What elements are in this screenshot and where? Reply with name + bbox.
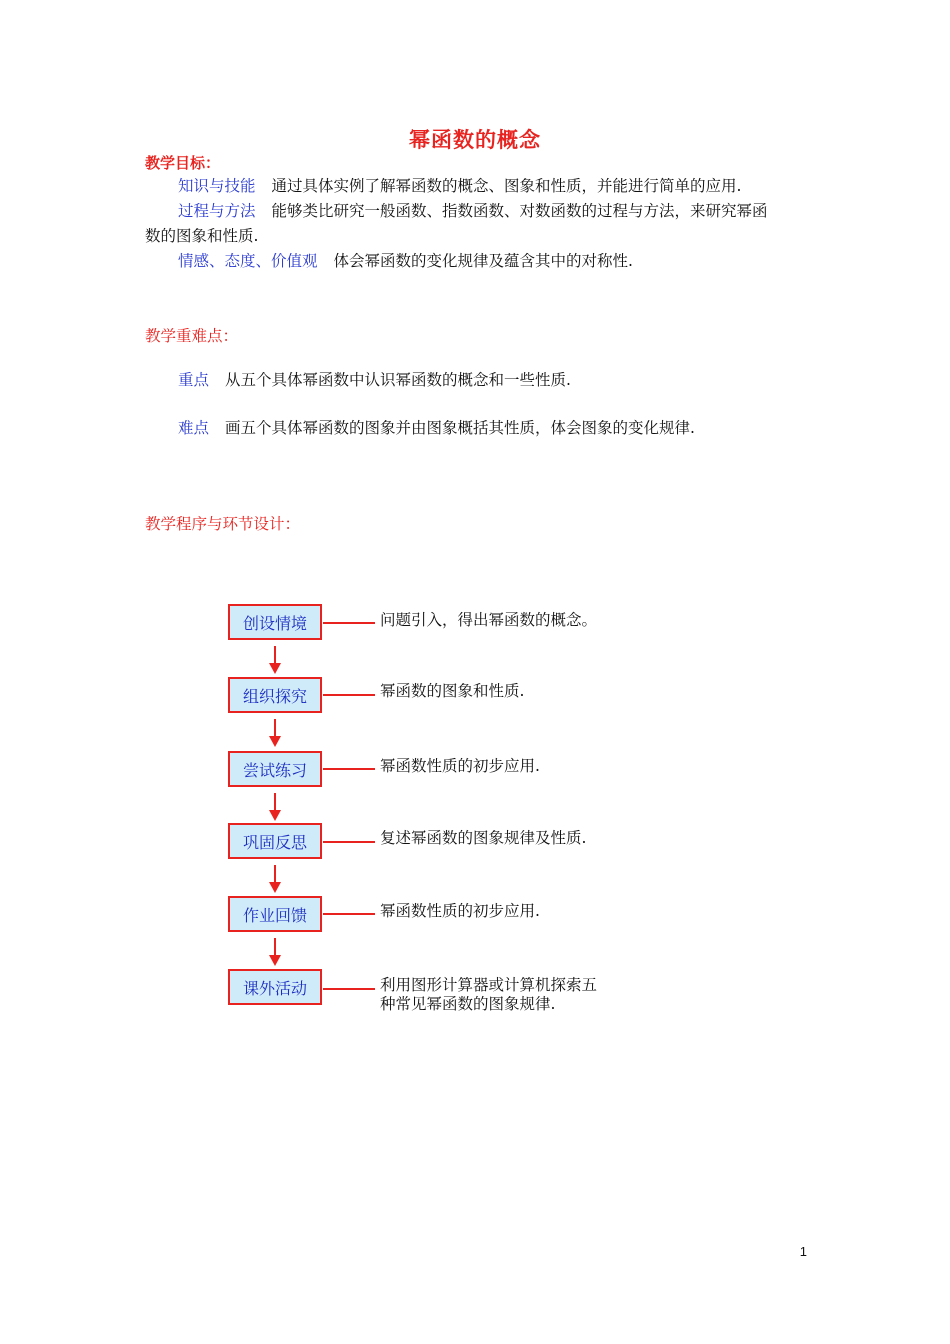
flow-connector <box>323 913 375 915</box>
goal-text: 体会幂函数的变化规律及蕴含其中的对称性. <box>333 252 633 270</box>
key-label: 重点 <box>178 371 210 389</box>
key-text: 从五个具体幂函数中认识幂函数的概念和一些性质. <box>225 371 571 389</box>
goal-attitude <box>178 250 633 272</box>
arrow-down-icon <box>269 810 281 821</box>
flow-arrow-line <box>274 646 276 663</box>
flow-step-box: 组织探究 <box>228 677 322 713</box>
flow-step-box: 创设情境 <box>228 604 322 640</box>
goal-process-continued: 数的图象和性质. <box>145 227 259 245</box>
key-points-heading: 教学重难点： <box>145 327 239 345</box>
procedure-heading: 教学程序与环节设计： <box>145 515 301 533</box>
goals-heading: 教学目标： <box>145 154 221 172</box>
flow-step-box: 尝试练习 <box>228 751 322 787</box>
goal-label: 过程与方法 <box>178 202 256 220</box>
flow-step-box: 课外活动 <box>228 969 322 1005</box>
flow-step-desc: 幂函数的图象和性质. <box>380 682 525 700</box>
flow-connector <box>323 988 375 990</box>
arrow-down-icon <box>269 663 281 674</box>
flow-step-desc: 幂函数性质的初步应用. <box>380 757 540 775</box>
goal-process <box>178 200 768 222</box>
flow-connector <box>323 622 375 624</box>
arrow-down-icon <box>269 736 281 747</box>
flow-step-desc: 复述幂函数的图象规律及性质. <box>380 829 587 847</box>
arrow-down-icon <box>269 882 281 893</box>
flow-arrow-line <box>274 719 276 736</box>
goal-label: 知识与技能 <box>178 177 256 195</box>
goal-knowledge <box>178 175 741 197</box>
flow-step-desc <box>380 976 597 1014</box>
flow-step-desc-line: 利用图形计算器或计算机探索五 <box>380 976 598 994</box>
flow-arrow-line <box>274 865 276 882</box>
difficult-text: 画五个具体幂函数的图象并由图象概括其性质，体会图象的变化规律. <box>225 419 695 437</box>
difficult-point <box>178 417 695 439</box>
flow-step-desc-line: 种常见幂函数的图象规律. <box>380 995 556 1013</box>
arrow-down-icon <box>269 955 281 966</box>
flow-step-box: 作业回馈 <box>228 896 322 932</box>
flow-connector <box>323 841 375 843</box>
flow-connector <box>323 694 375 696</box>
key-point <box>178 369 571 391</box>
goal-label: 情感、态度、价值观 <box>178 252 318 270</box>
difficult-label: 难点 <box>178 419 210 437</box>
flow-connector <box>323 768 375 770</box>
goal-text: 能够类比研究一般函数、指数函数、对数函数的过程与方法，来研究幂函 <box>271 202 768 220</box>
flow-step-box: 巩固反思 <box>228 823 322 859</box>
flow-arrow-line <box>274 793 276 810</box>
flow-arrow-line <box>274 938 276 955</box>
goal-text: 通过具体实例了解幂函数的概念、图象和性质，并能进行简单的应用. <box>271 177 742 195</box>
flow-step-desc: 问题引入，得出幂函数的概念。 <box>380 611 598 629</box>
flow-step-desc: 幂函数性质的初步应用. <box>380 902 540 920</box>
page-number: 1 <box>799 1244 807 1259</box>
page-title: 幂函数的概念 <box>409 127 541 152</box>
